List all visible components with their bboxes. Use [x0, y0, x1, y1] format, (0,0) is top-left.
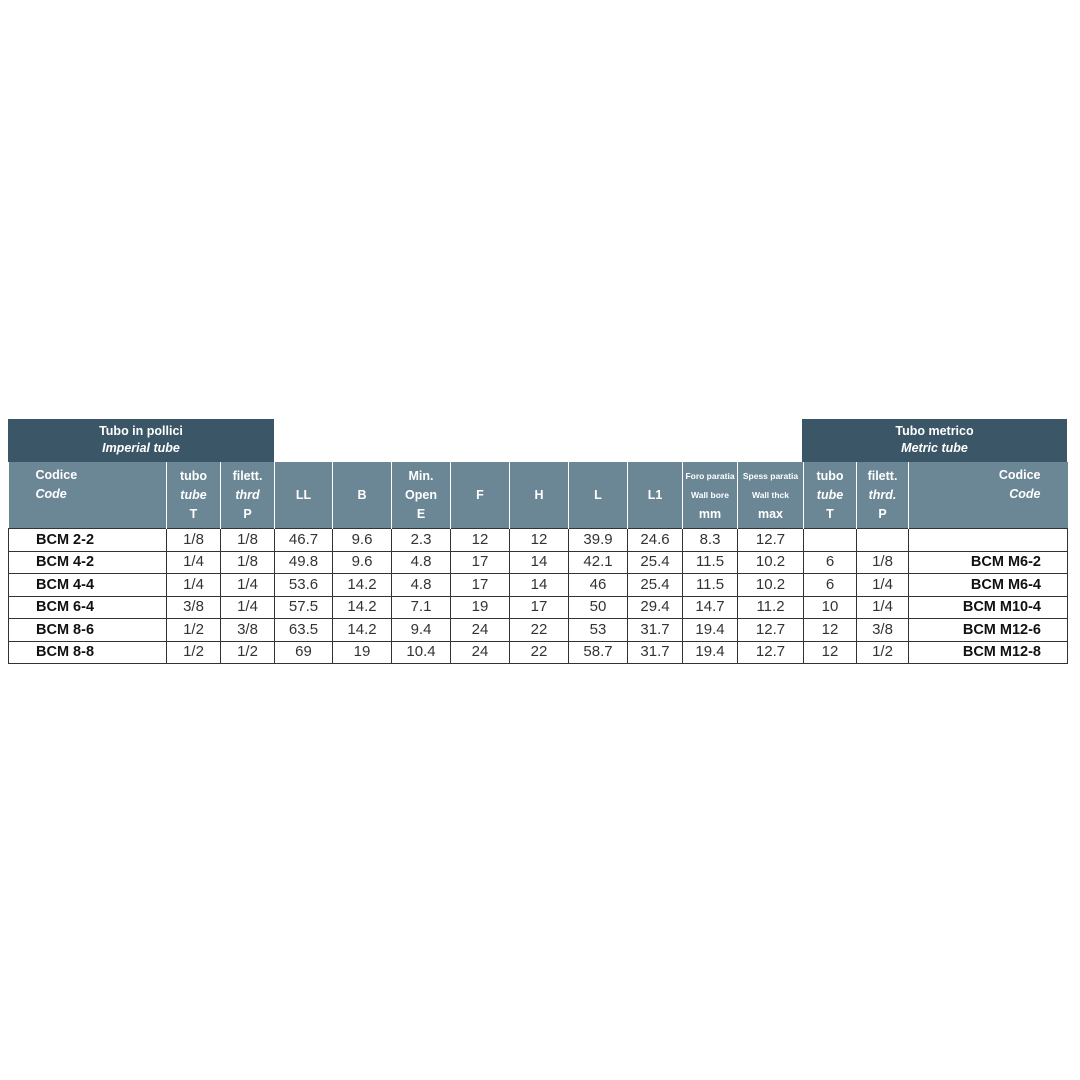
cell-b: 14.2 [333, 619, 392, 642]
cell-l: 46 [569, 574, 628, 597]
cell-l1: 24.6 [628, 529, 683, 552]
header-thread-it: filett. [232, 468, 263, 483]
header-tube-metric-it: tubo [816, 468, 844, 483]
cell-tube-metric: 6 [804, 551, 857, 574]
header-thread-metric-en: thrd. [868, 487, 897, 502]
cell-ll: 57.5 [275, 596, 333, 619]
header-thread-metric-symbol: P [878, 506, 887, 521]
cell-thread-metric: 1/4 [857, 574, 909, 597]
cell-tube: 1/4 [167, 551, 221, 574]
imperial-group-label-en: Imperial tube [102, 441, 180, 455]
cell-code-metric: BCM M6-2 [909, 551, 1068, 574]
cell-code: BCM 8-6 [9, 619, 167, 642]
cell-wall-bore: 19.4 [683, 619, 738, 642]
header-thread-en: thrd [235, 487, 260, 502]
cell-b: 9.6 [333, 551, 392, 574]
header-wall-thickness-en: Wall thck [752, 489, 789, 500]
cell-b: 9.6 [333, 529, 392, 552]
cell-l: 53 [569, 619, 628, 642]
table-row [9, 529, 1068, 552]
cell-l: 42.1 [569, 551, 628, 574]
cell-thread-metric: 1/8 [857, 551, 909, 574]
cell-tube-metric: 12 [804, 619, 857, 642]
cell-wall-bore: 8.3 [683, 529, 738, 552]
header-ll: LL [275, 462, 333, 529]
cell-f: 17 [451, 574, 510, 597]
cell-code-metric: BCM M10-4 [909, 596, 1068, 619]
cell-thread-metric: 1/4 [857, 596, 909, 619]
cell-f: 12 [451, 529, 510, 552]
imperial-tube-group-header [8, 419, 274, 462]
table-row [9, 641, 1068, 664]
header-code-metric-it: Codice [998, 468, 1041, 482]
header-tube-metric [804, 462, 857, 529]
cell-h: 22 [510, 641, 569, 664]
cell-thread: 1/4 [221, 574, 275, 597]
header-code-en: Code [35, 487, 67, 501]
cell-thread: 1/8 [221, 529, 275, 552]
header-tube-metric-symbol: T [826, 506, 834, 521]
header-h: H [510, 462, 569, 529]
cell-wall-bore: 14.7 [683, 596, 738, 619]
header-thread-imperial [221, 462, 275, 529]
cell-thread-metric: 3/8 [857, 619, 909, 642]
cell-code: BCM 4-4 [9, 574, 167, 597]
header-wall-bore-it: Foro paratia [685, 470, 735, 481]
cell-thread-metric [857, 529, 909, 552]
cell-l: 39.9 [569, 529, 628, 552]
cell-code-metric: BCM M6-4 [909, 574, 1068, 597]
cell-ll: 49.8 [275, 551, 333, 574]
cell-h: 22 [510, 619, 569, 642]
cell-tube: 3/8 [167, 596, 221, 619]
header-wall-bore-unit: mm [698, 506, 722, 521]
cell-thread: 1/4 [221, 596, 275, 619]
cell-l1: 29.4 [628, 596, 683, 619]
cell-min-open: 4.8 [392, 574, 451, 597]
cell-b: 19 [333, 641, 392, 664]
cell-h: 12 [510, 529, 569, 552]
cell-wall-bore: 11.5 [683, 551, 738, 574]
cell-wall-thickness: 12.7 [738, 529, 804, 552]
cell-h: 17 [510, 596, 569, 619]
header-wall-thickness-it: Spess paratia [742, 470, 799, 481]
cell-wall-bore: 11.5 [683, 574, 738, 597]
cell-min-open: 4.8 [392, 551, 451, 574]
cell-tube: 1/2 [167, 641, 221, 664]
column-header-row [9, 462, 1068, 529]
header-min-open [392, 462, 451, 529]
table-row [9, 551, 1068, 574]
header-code-metric-en: Code [1009, 487, 1041, 501]
cell-ll: 46.7 [275, 529, 333, 552]
metric-group-label-en: Metric tube [901, 441, 968, 455]
cell-min-open: 2.3 [392, 529, 451, 552]
cell-wall-thickness: 12.7 [738, 641, 804, 664]
cell-f: 19 [451, 596, 510, 619]
cell-code: BCM 8-8 [9, 641, 167, 664]
header-code [9, 462, 167, 529]
cell-b: 14.2 [333, 596, 392, 619]
header-l1: L1 [628, 462, 683, 529]
header-wall-bore-en: Wall bore [691, 489, 729, 500]
header-wall-thickness [738, 462, 804, 529]
header-thread-metric [857, 462, 909, 529]
cell-code-metric [909, 529, 1068, 552]
metric-tube-group-header [802, 419, 1067, 462]
cell-min-open: 10.4 [392, 641, 451, 664]
cell-thread: 1/2 [221, 641, 275, 664]
header-b: B [333, 462, 392, 529]
header-wall-bore [683, 462, 738, 529]
cell-code-metric: BCM M12-8 [909, 641, 1068, 664]
cell-tube-metric: 6 [804, 574, 857, 597]
table-row [9, 574, 1068, 597]
table-body [9, 529, 1068, 664]
header-code-metric [909, 462, 1068, 529]
cell-f: 17 [451, 551, 510, 574]
cell-code: BCM 4-2 [9, 551, 167, 574]
cell-h: 14 [510, 551, 569, 574]
cell-min-open: 9.4 [392, 619, 451, 642]
cell-f: 24 [451, 641, 510, 664]
header-thread-symbol: P [243, 506, 252, 521]
cell-wall-thickness: 10.2 [738, 574, 804, 597]
table-row [9, 596, 1068, 619]
cell-thread-metric: 1/2 [857, 641, 909, 664]
header-l: L [569, 462, 628, 529]
cell-wall-bore: 19.4 [683, 641, 738, 664]
cell-ll: 53.6 [275, 574, 333, 597]
header-code-it: Codice [35, 468, 78, 482]
header-tube-en: tube [180, 487, 207, 502]
cell-ll: 63.5 [275, 619, 333, 642]
header-f: F [451, 462, 510, 529]
cell-l1: 25.4 [628, 574, 683, 597]
header-min-open-l2: Open [405, 487, 437, 502]
cell-tube: 1/4 [167, 574, 221, 597]
imperial-group-label-it: Tubo in pollici [99, 424, 183, 438]
header-wall-thickness-unit: max [757, 506, 784, 521]
cell-h: 14 [510, 574, 569, 597]
cell-tube-metric: 10 [804, 596, 857, 619]
cell-l1: 31.7 [628, 641, 683, 664]
table-row [9, 619, 1068, 642]
cell-tube-metric: 12 [804, 641, 857, 664]
cell-l1: 31.7 [628, 619, 683, 642]
cell-code: BCM 6-4 [9, 596, 167, 619]
spec-sheet [8, 419, 1067, 664]
cell-wall-thickness: 12.7 [738, 619, 804, 642]
header-min-open-l1: Min. [408, 468, 434, 483]
header-tube-symbol: T [189, 506, 198, 521]
cell-tube-metric [804, 529, 857, 552]
header-tube-imperial [167, 462, 221, 529]
cell-l: 50 [569, 596, 628, 619]
cell-tube: 1/2 [167, 619, 221, 642]
header-tube-metric-en: tube [816, 487, 844, 502]
cell-wall-thickness: 11.2 [738, 596, 804, 619]
cell-code-metric: BCM M12-6 [909, 619, 1068, 642]
cell-ll: 69 [275, 641, 333, 664]
cell-b: 14.2 [333, 574, 392, 597]
cell-l1: 25.4 [628, 551, 683, 574]
header-min-open-symbol: E [416, 506, 426, 521]
header-tube-it: tubo [179, 468, 208, 483]
header-thread-metric-it: filett. [867, 468, 898, 483]
cell-min-open: 7.1 [392, 596, 451, 619]
spec-table [8, 462, 1068, 664]
cell-wall-thickness: 10.2 [738, 551, 804, 574]
cell-l: 58.7 [569, 641, 628, 664]
cell-thread: 3/8 [221, 619, 275, 642]
group-header-row [8, 419, 1067, 462]
cell-tube: 1/8 [167, 529, 221, 552]
cell-thread: 1/8 [221, 551, 275, 574]
cell-code: BCM 2-2 [9, 529, 167, 552]
cell-f: 24 [451, 619, 510, 642]
metric-group-label-it: Tubo metrico [895, 424, 974, 438]
